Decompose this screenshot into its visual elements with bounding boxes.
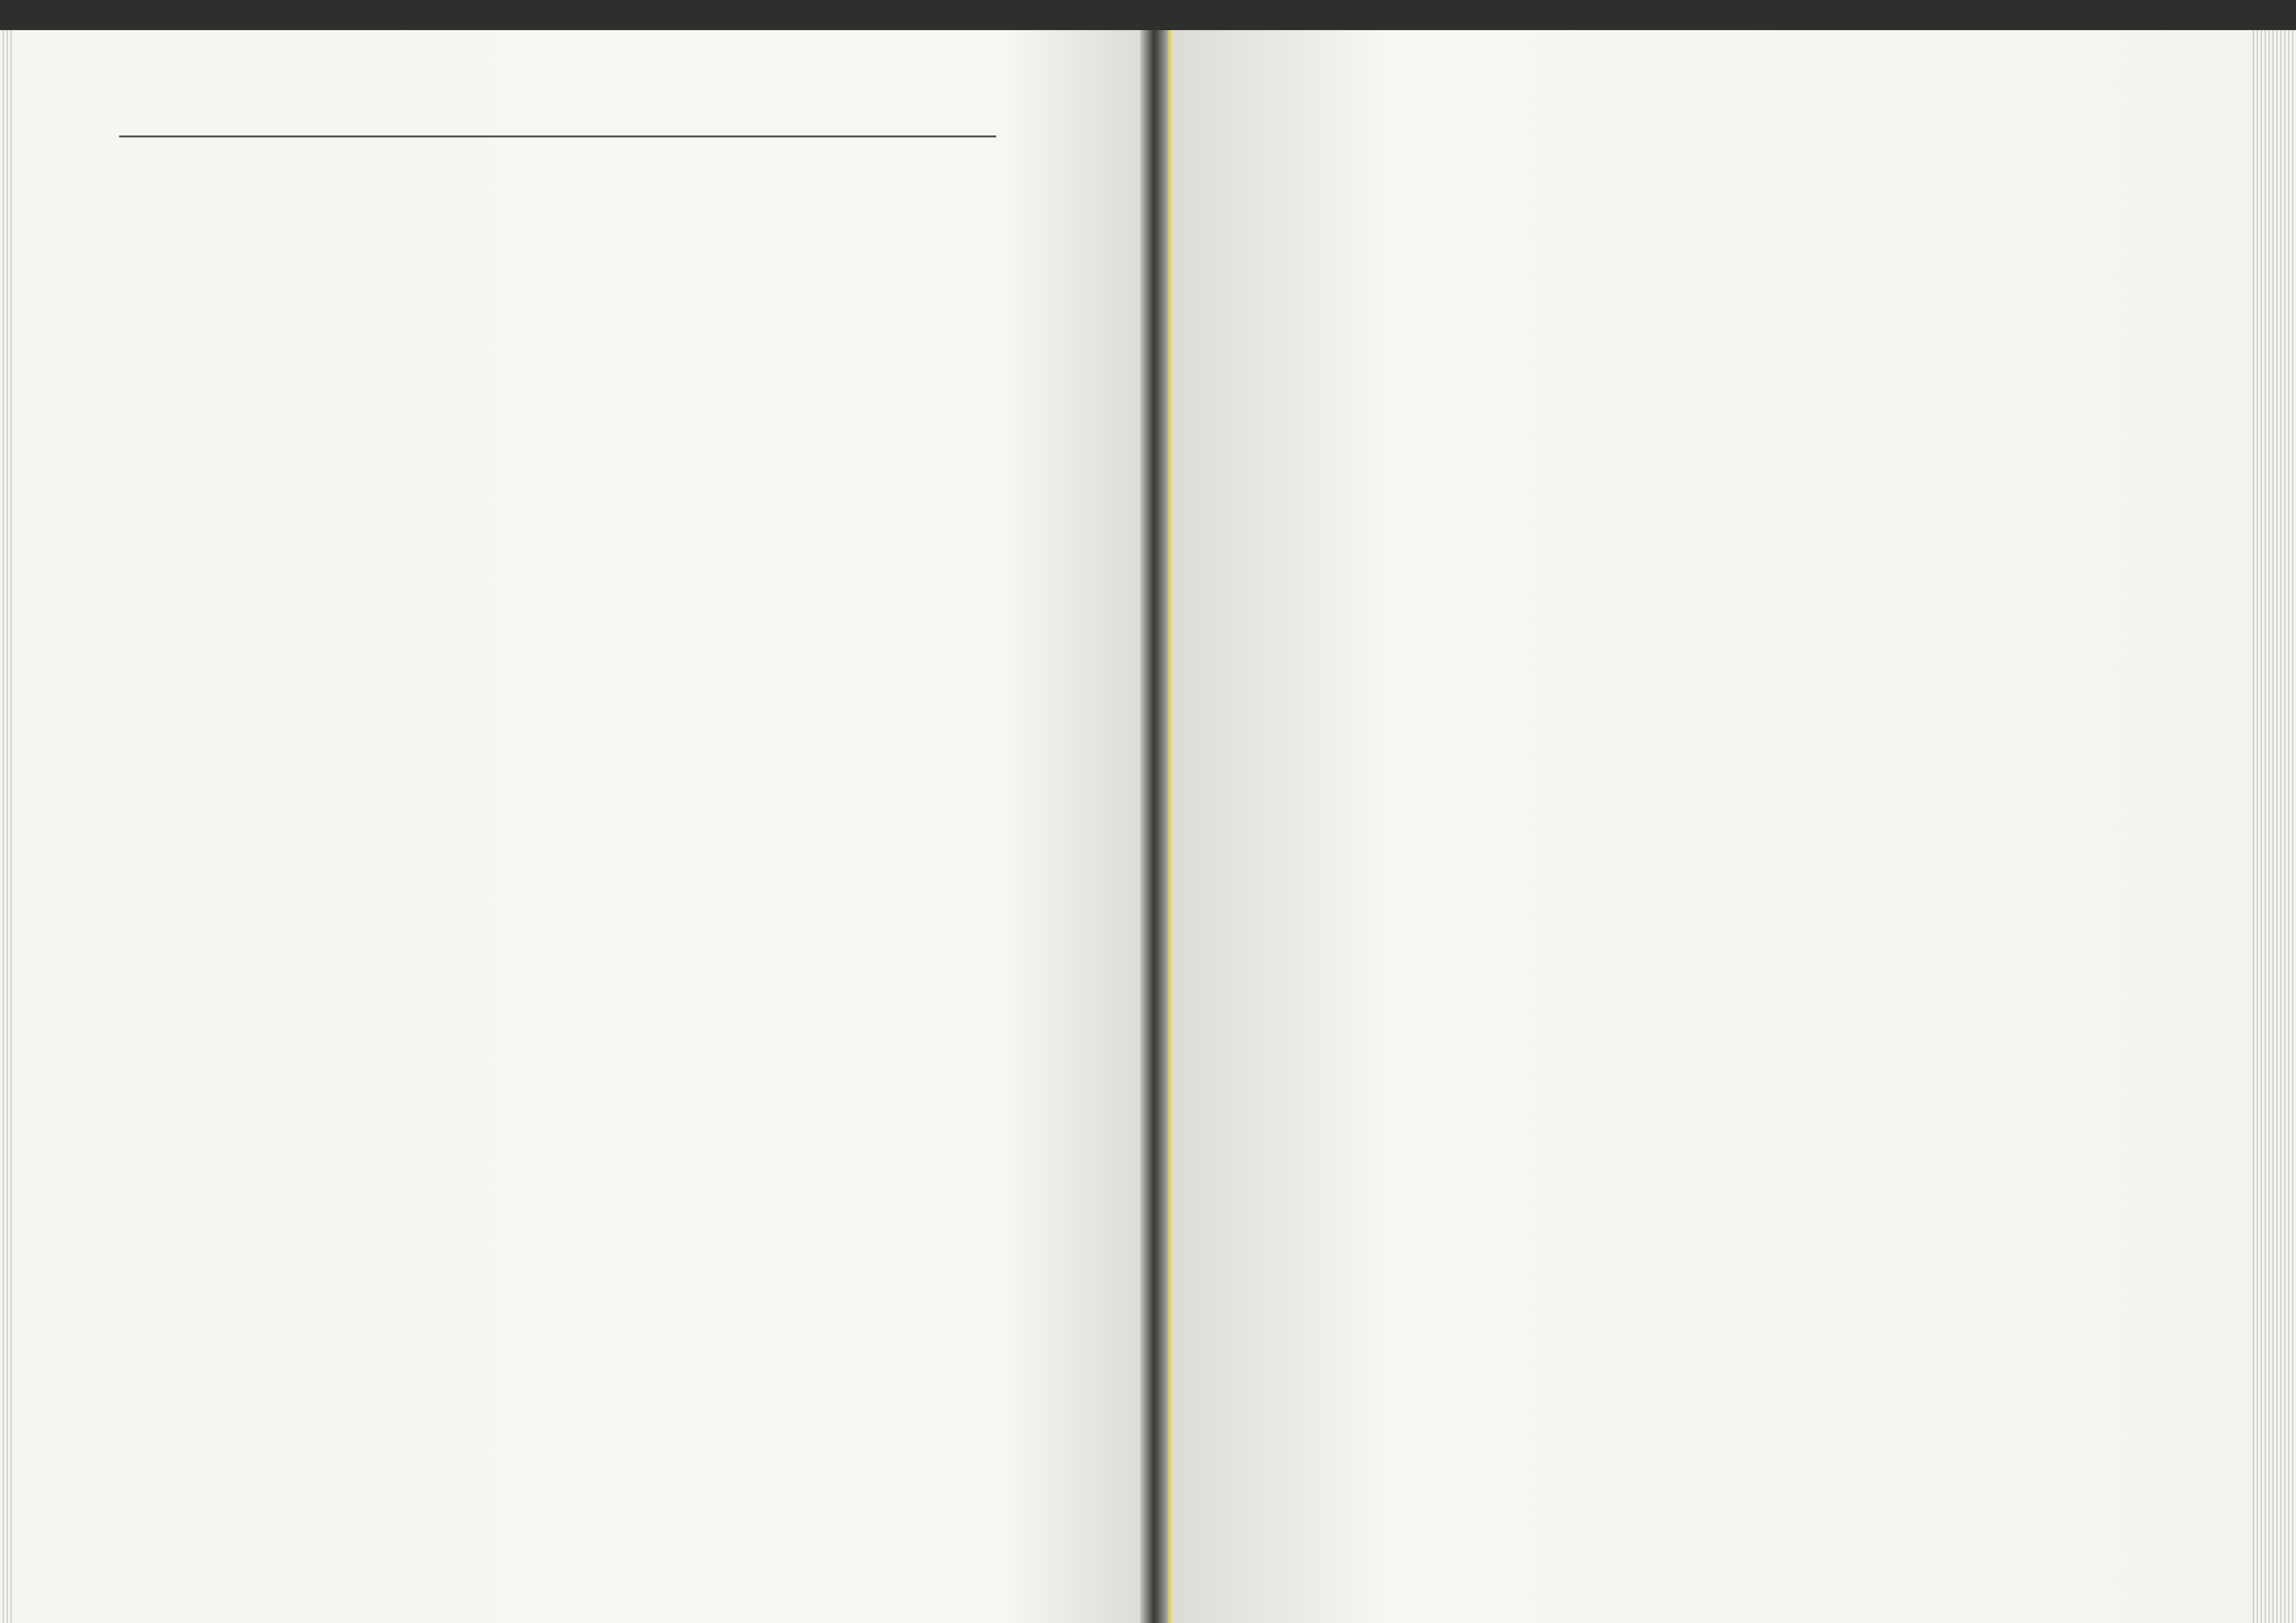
book-gutter xyxy=(1140,0,1170,1623)
page-edge-highlight xyxy=(1168,0,1172,1623)
left-page-body xyxy=(1295,1407,2172,1453)
footnote-rule xyxy=(119,135,996,137)
scan-bottom-edge xyxy=(0,0,2296,30)
right-page-body xyxy=(119,1414,996,1453)
right-page xyxy=(14,0,1140,1623)
page-stack-edge-left xyxy=(2250,0,2296,1623)
left-page xyxy=(1170,0,2250,1623)
